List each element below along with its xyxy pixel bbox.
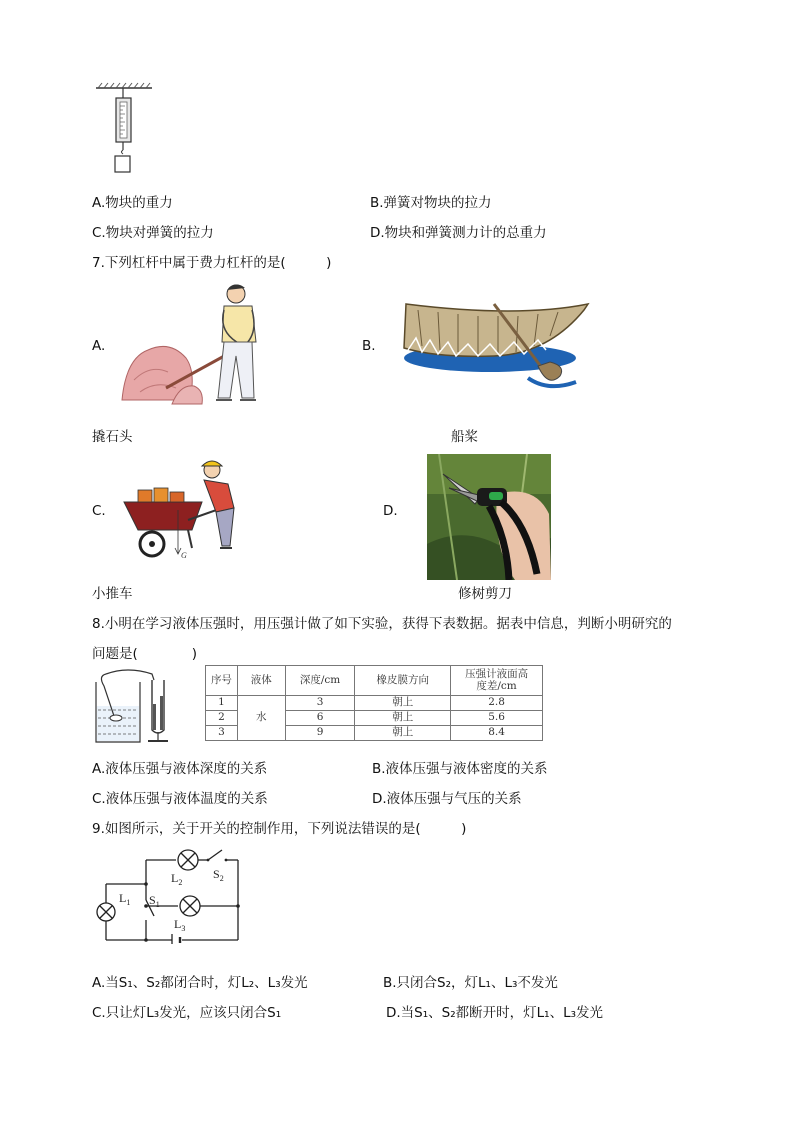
circuit-diagram bbox=[92, 842, 242, 944]
label-l2: L bbox=[171, 871, 179, 885]
table-header: 压强计液面高度差/cm bbox=[451, 666, 543, 696]
q7-letter-c: C. bbox=[92, 503, 106, 519]
lever-prying-rock-image bbox=[120, 280, 280, 408]
label-s1: S bbox=[149, 893, 156, 907]
q9-option-b: B.只闭合S₂，灯L₁、L₃不发光 bbox=[383, 975, 558, 991]
q9-option-a: A.当S₁、S₂都闭合时，灯L₂、L₃发光 bbox=[92, 975, 308, 991]
svg-text:L3 bbox=[174, 917, 185, 933]
q8-option-d: D.液体压强与气压的关系 bbox=[372, 791, 522, 807]
q9-option-c: C.只让灯L₃发光，应该只闭合S₁ bbox=[92, 1005, 282, 1021]
table-cell-liquid: 水 bbox=[237, 696, 285, 741]
label-l2-sub: 2 bbox=[178, 878, 183, 887]
label-s1-sub: 1 bbox=[155, 900, 160, 909]
q7-caption-d: 修树剪刀 bbox=[458, 586, 512, 602]
label-l3-sub: 3 bbox=[181, 924, 186, 933]
table-header: 液体 bbox=[237, 666, 285, 696]
table-cell: 朝上 bbox=[355, 726, 451, 741]
q7-letter-d: D. bbox=[383, 503, 398, 519]
svg-text:S1 bbox=[149, 893, 160, 909]
q8-option-c: C.液体压强与液体温度的关系 bbox=[92, 791, 268, 807]
q6-option-a: A.物块的重力 bbox=[92, 195, 173, 211]
q8-option-b: B.液体压强与液体密度的关系 bbox=[372, 761, 548, 777]
pruning-shears-image bbox=[427, 454, 551, 580]
table-cell: 2 bbox=[206, 711, 238, 726]
label-l1: L bbox=[119, 891, 127, 905]
table-cell: 2.8 bbox=[451, 696, 543, 711]
q7-letter-b: B. bbox=[362, 338, 376, 354]
table-cell: 1 bbox=[206, 696, 238, 711]
svg-text:L2 bbox=[171, 871, 182, 887]
label-l3: L bbox=[174, 917, 182, 931]
q8-stem-line2: 问题是( ) bbox=[92, 646, 198, 662]
q9-option-d: D.当S₁、S₂都断开时，灯L₁、L₃发光 bbox=[386, 1005, 604, 1021]
pressure-gauge-apparatus-image bbox=[92, 666, 176, 746]
table-header: 序号 bbox=[206, 666, 238, 696]
q8-stem-line1: 8.小明在学习液体压强时，用压强计做了如下实验，获得下表数据。据表中信息，判断小明研究的 bbox=[92, 616, 672, 632]
spring-scale-figure bbox=[92, 82, 156, 178]
q7-caption-b: 船桨 bbox=[451, 429, 478, 445]
table-cell: 9 bbox=[285, 726, 355, 741]
svg-text:L1 bbox=[119, 891, 130, 907]
table-header: 深度/cm bbox=[285, 666, 355, 696]
q7-stem: 7.下列杠杆中属于费力杠杆的是( ) bbox=[92, 255, 332, 271]
q6-option-c: C.物块对弹簧的拉力 bbox=[92, 225, 214, 241]
svg-text:S2 bbox=[213, 867, 224, 883]
boat-oar-image bbox=[398, 296, 592, 396]
table-cell: 5.6 bbox=[451, 711, 543, 726]
table-cell: 3 bbox=[206, 726, 238, 741]
label-s2: S bbox=[213, 867, 220, 881]
svg-text:G: G bbox=[181, 551, 187, 560]
q8-data-table bbox=[205, 665, 543, 741]
label-s2-sub: 2 bbox=[219, 874, 224, 883]
q7-caption-a: 撬石头 bbox=[92, 429, 133, 445]
table-cell: 朝上 bbox=[355, 696, 451, 711]
q7-caption-c: 小推车 bbox=[92, 586, 133, 602]
q9-stem: 9.如图所示，关于开关的控制作用，下列说法错误的是( ) bbox=[92, 821, 467, 837]
q6-option-d: D.物块和弹簧测力计的总重力 bbox=[370, 225, 547, 241]
wheelbarrow-image bbox=[118, 458, 248, 562]
table-cell: 6 bbox=[285, 711, 355, 726]
q6-option-b: B.弹簧对物块的拉力 bbox=[370, 195, 492, 211]
table-header: 橡皮膜方向 bbox=[355, 666, 451, 696]
table-cell: 8.4 bbox=[451, 726, 543, 741]
table-cell: 朝上 bbox=[355, 711, 451, 726]
table-cell: 3 bbox=[285, 696, 355, 711]
label-l1-sub: 1 bbox=[126, 898, 131, 907]
q8-option-a: A.液体压强与液体深度的关系 bbox=[92, 761, 268, 777]
q7-letter-a: A. bbox=[92, 338, 106, 354]
